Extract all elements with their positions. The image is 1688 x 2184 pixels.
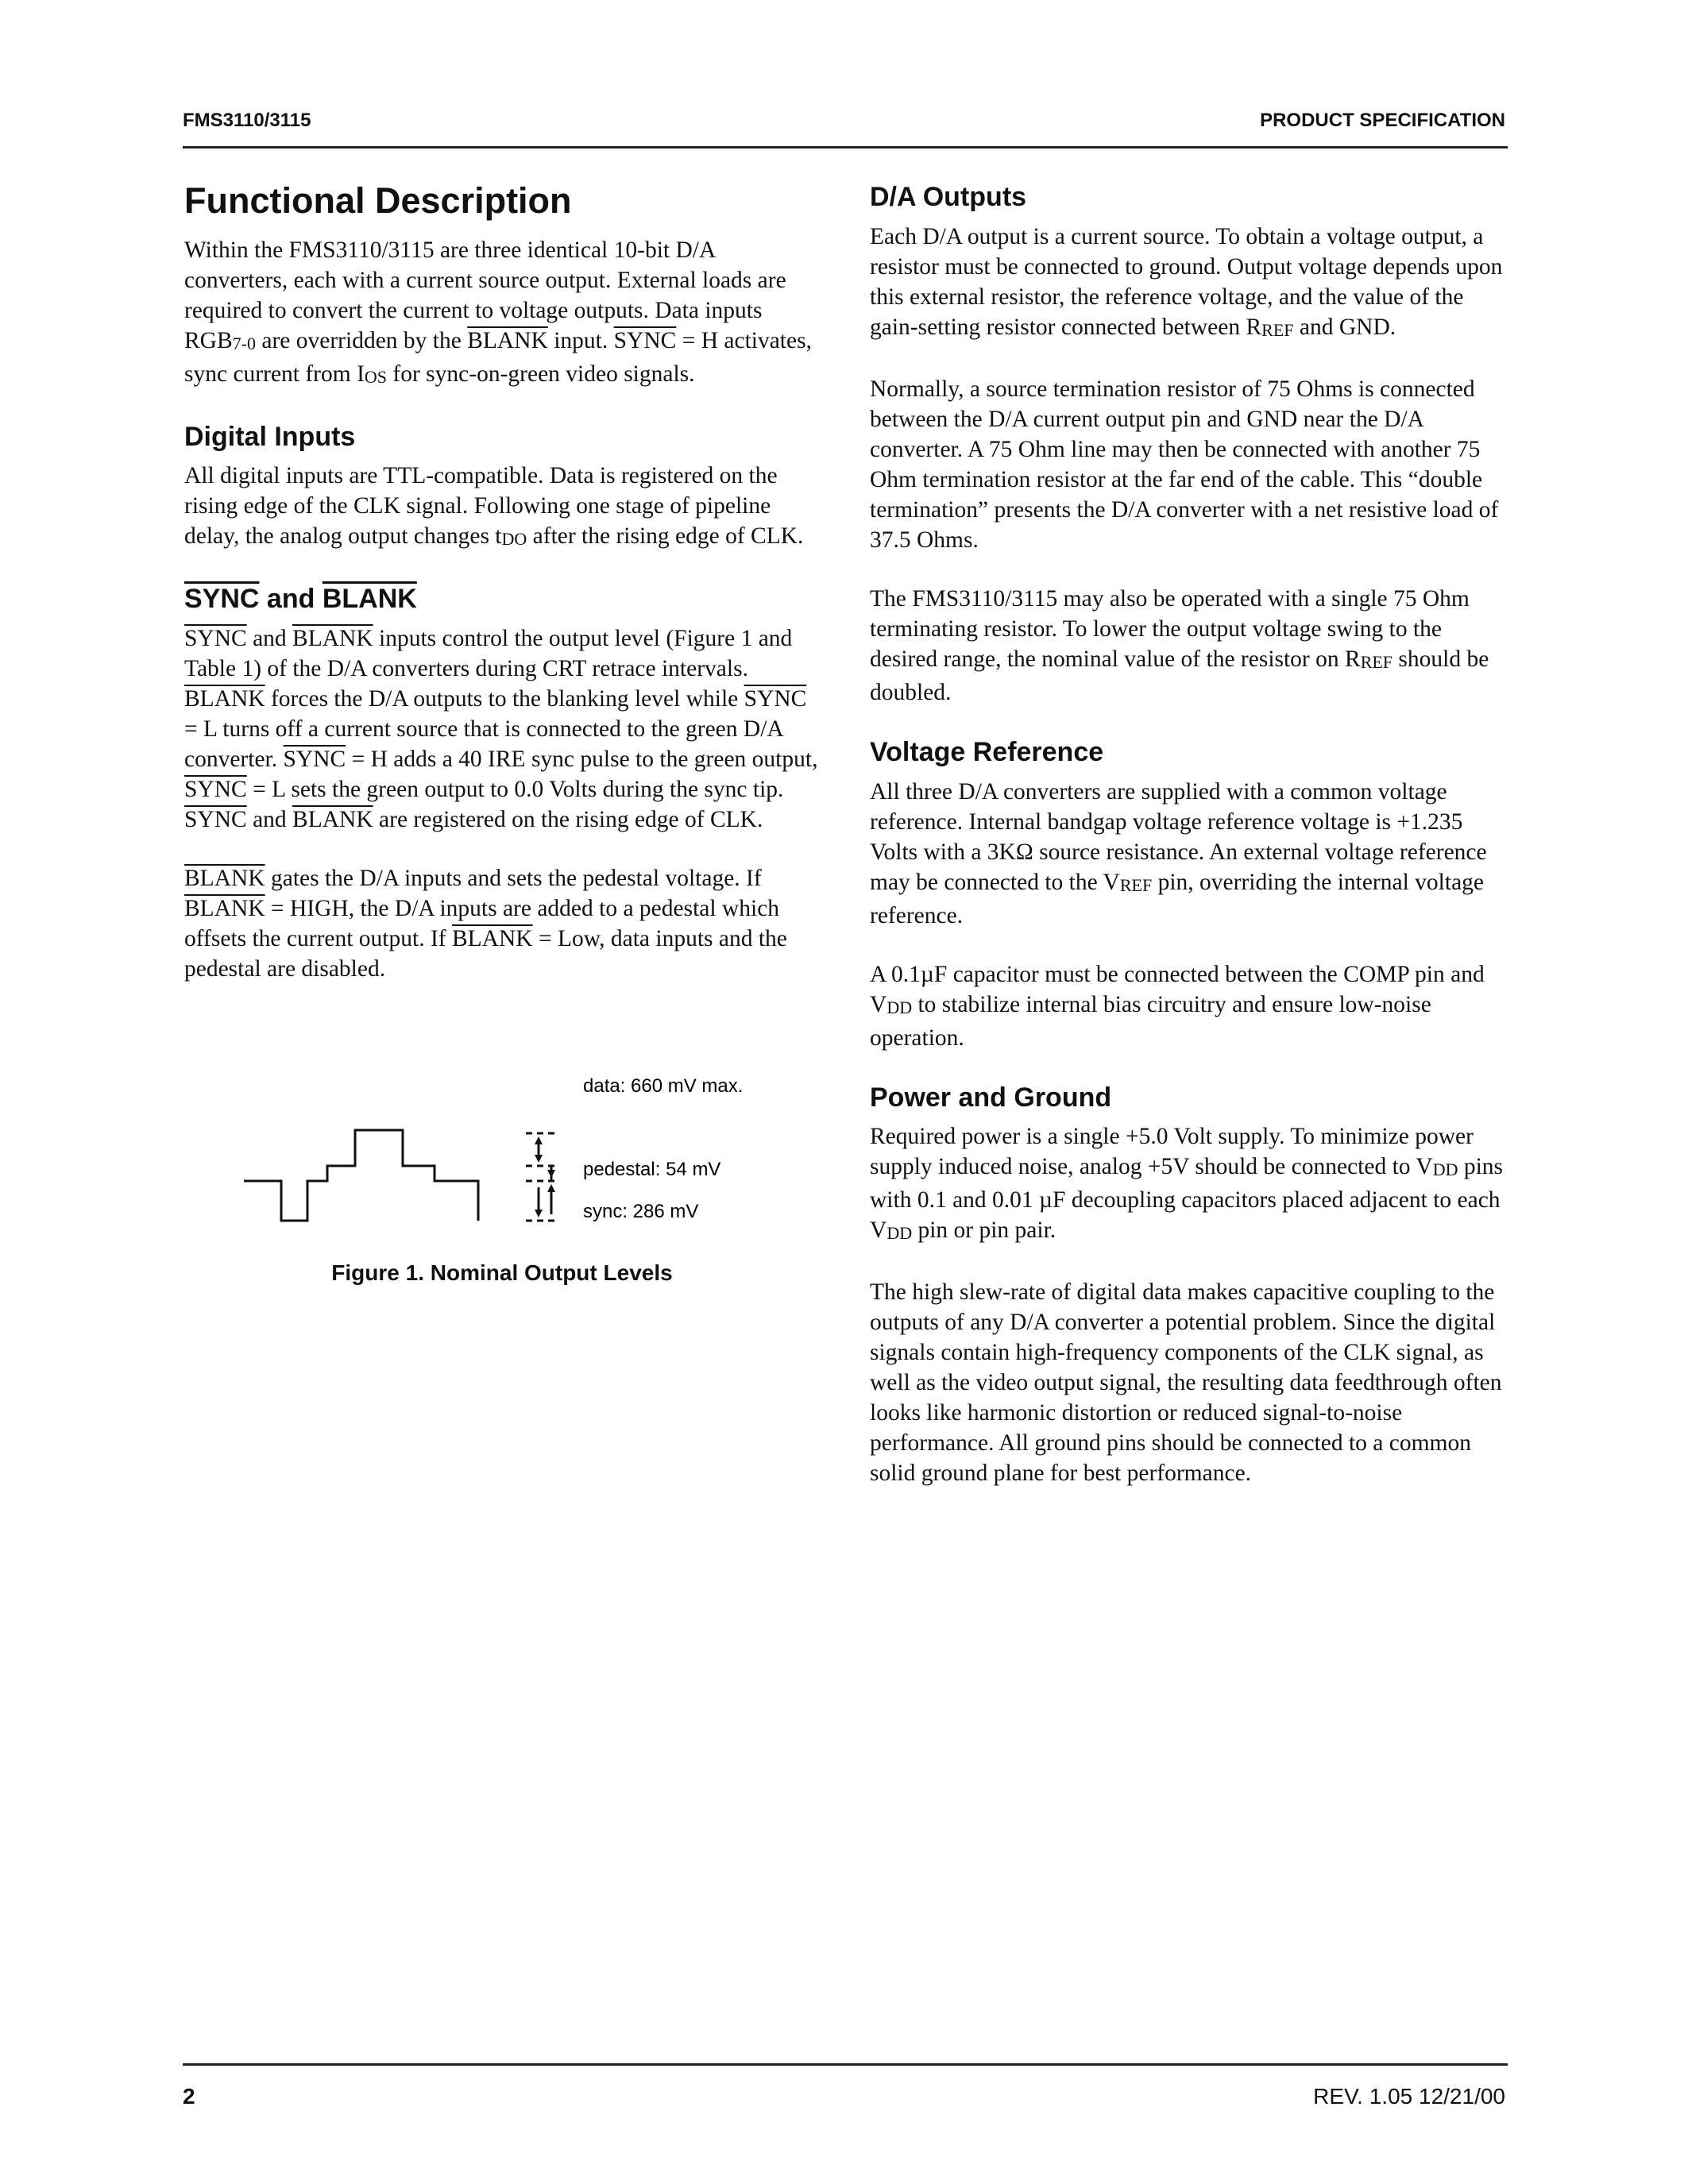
power-ground-paragraph-1: Required power is a single +5.0 Volt supply. To minimize power supply induced noise, analog +5V should be connected to VDD pins with 0.1 and 0.01 µF decoupling capacitors placed adjacent to each VDD pin or pin pair. [870,1124,1504,1244]
header-rule [183,146,1508,149]
voltage-reference-paragraph-1: All three D/A converters are supplied with a common voltage reference. Internal bandgap voltage reference voltage is +1.235 Volts with a 3KΩ source resistance. An external voltage reference may be connected to the VREF pin, overriding the internal voltage reference. [870,778,1487,928]
output-levels-diagram [184,1013,820,1259]
data-arrowhead-down [535,1155,543,1163]
intro-paragraph: Within the FMS3110/3115 are three identical 10-bit D/A converters, each with a current source output. External loads are required to convert the current to voltage outputs. Data inputs RGB7-0 are overridden by the BLANK input. SYNC = H activates, sync current from IOS for sync-on-green video signals. [184,237,812,387]
digital-inputs-heading: Digital Inputs [184,421,356,452]
digital-inputs-paragraph: All digital inputs are TTL-compatible. Data is registered on the rising edge of the CLK signal. Following one stage of pipeline delay, the analog output changes tDO after the rising edge of CLK. [184,463,804,550]
sync-blank-heading: SYNC and BLANK [184,584,417,615]
voltage-reference-heading: Voltage Reference [870,736,1104,767]
data-arrowhead-up [535,1136,543,1144]
sync-arrowhead-down [535,1210,543,1217]
header-doc-type: PRODUCT SPECIFICATION [1260,110,1505,131]
waveform-line [244,1130,478,1221]
sync-blank-paragraph-1: SYNC and BLANK inputs control the output level (Figure 1 and Table 1) of the D/A converters during CRT retrace intervals. BLANK forces the D/A outputs to the blanking level while SYNC = L turns off a current source that is connected to the green D/A converter. SYNC = H adds a 40 IRE sync pulse to the green output, SYNC = L sets the green output to 0.0 Volts during the sync tip. SYNC and BLANK are registered on the rising edge of CLK. [184,626,818,833]
power-ground-paragraph-2: The high slew-rate of digital data makes capacitive coupling to the outputs of any D/A converter a potential problem. Since the digital signals contain high-frequency components of the CLK signal, as well as the video output signal, the resulting data feedthrough often looks like harmonic distortion or reduced signal-to-noise performance. All ground pins should be connected to a common solid ground plane for best performance. [870,1279,1502,1487]
figure-caption: Figure 1. Nominal Output Levels [331,1260,673,1286]
revision-date: REV. 1.05 12/21/00 [1313,2084,1505,2109]
header-doc-id: FMS3110/3115 [183,110,311,131]
sync-arrowhead-up [547,1184,555,1192]
data-level-label: data: 660 mV max. [583,1075,744,1098]
page-title: Functional Description [184,180,572,221]
page-number: 2 [183,2084,195,2109]
da-outputs-paragraph-3: The FMS3110/3115 may also be operated with a single 75 Ohm terminating resistor. To lower the output voltage swing to the desired range, the nominal value of the resistor on RREF should be doubled. [870,585,1489,705]
left-column [184,176,820,1306]
power-ground-heading: Power and Ground [870,1082,1112,1113]
sync-blank-paragraph-2: BLANK gates the D/A inputs and sets the pedestal voltage. If BLANK = HIGH, the D/A inputs are added to a pedestal which offsets the current output. If BLANK = Low, data inputs and the pedestal are disabled. [184,866,787,982]
pedestal-level-label: pedestal: 54 mV [583,1159,721,1181]
right-column [870,176,1505,1517]
sync-level-label: sync: 286 mV [583,1201,699,1223]
output-levels-figure [184,1013,820,1306]
footer-rule [183,2063,1508,2066]
da-outputs-heading: D/A Outputs [870,182,1027,212]
da-outputs-paragraph-2: Normally, a source termination resistor of 75 Ohms is connected between the D/A current output pin and GND near the D/A converter. A 75 Ohm line may then be connected with another 75 Ohm termination resistor at the far end of the cable. This “double termination” presents the D/A converter with a net resistive load of 37.5 Ohms. [870,376,1499,553]
da-outputs-paragraph-1: Each D/A output is a current source. To obtain a voltage output, a resistor must be connected to ground. Output voltage depends upon this external resistor, the reference voltage, and the value of the gain-setting resistor connected between RREF and GND. [870,223,1503,340]
voltage-reference-paragraph-2: A 0.1µF capacitor must be connected between the COMP pin and VDD to stabilize internal bias circuitry and ensure low-noise operation. [870,961,1485,1051]
pedestal-arrowhead [547,1170,555,1178]
